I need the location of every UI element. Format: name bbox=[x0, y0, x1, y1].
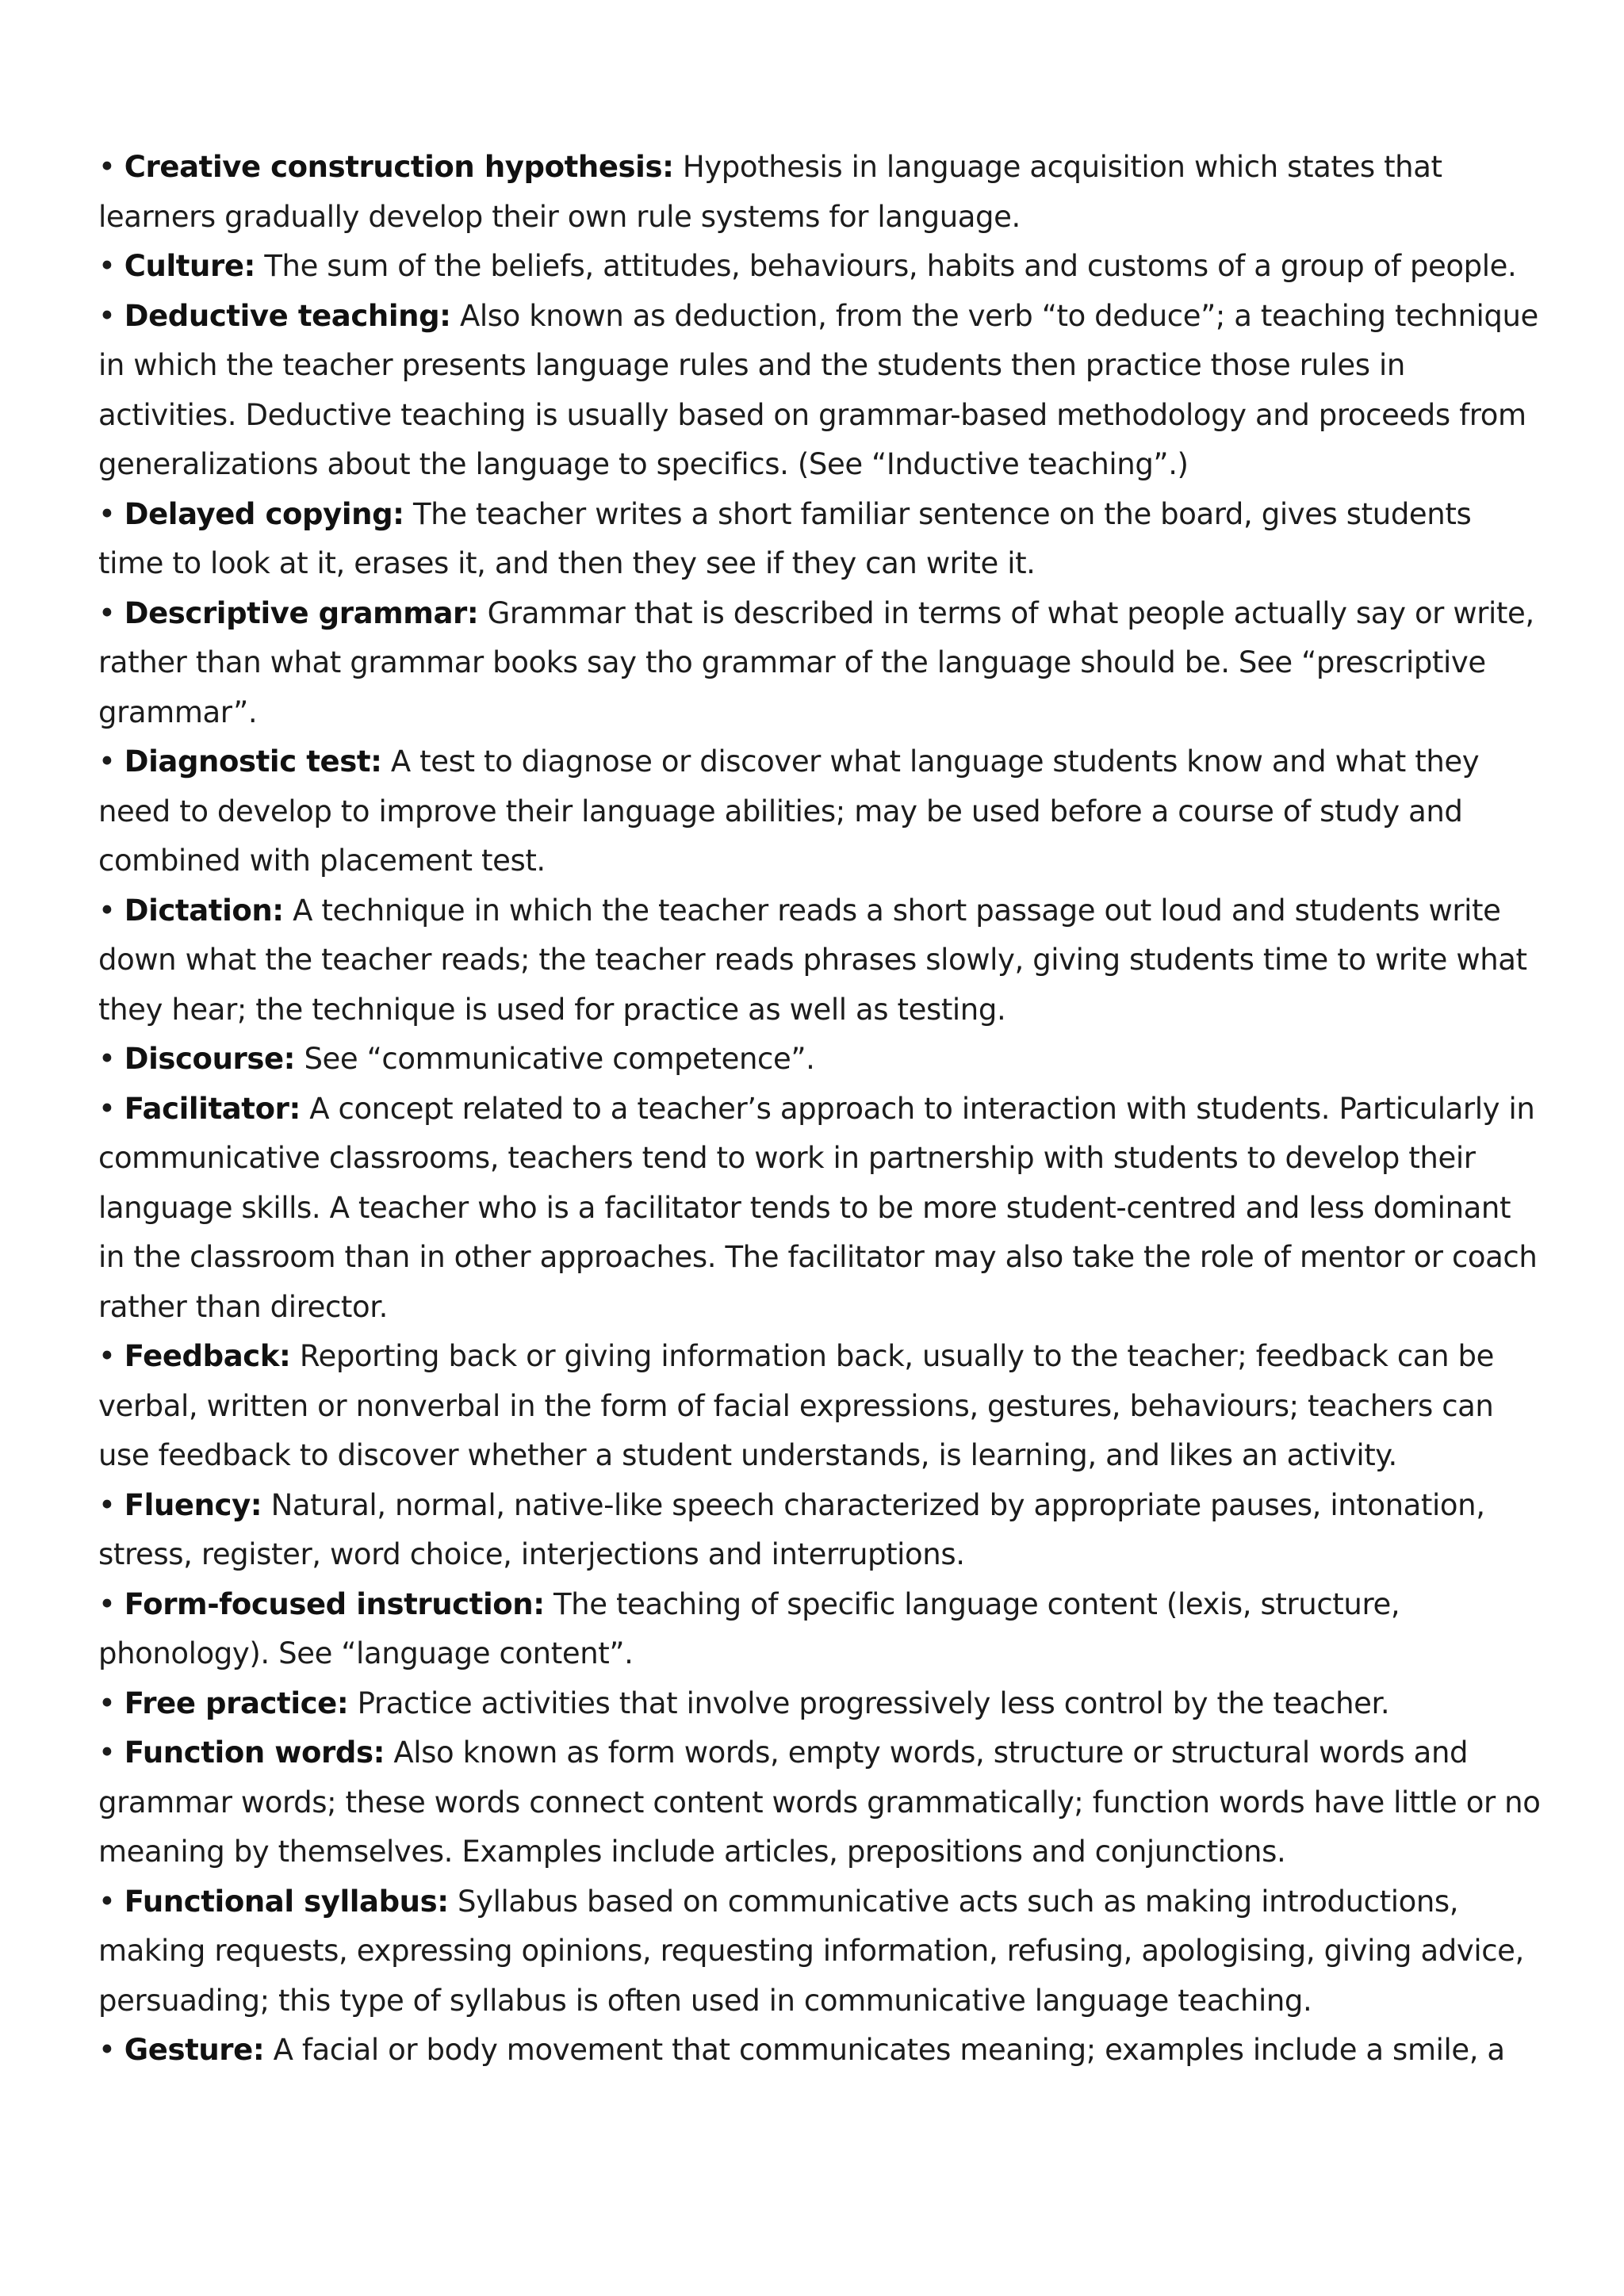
glossary-entry: • Creative construction hypothesis: Hypothesis in language acquisition which states that learners gradually develop their own rule systems for language. bbox=[98, 150, 1442, 234]
glossary-entry: • Facilitator: A concept related to a teacher’s approach to interaction with students. Particularly in communicative classrooms, teachers tend to work in partnership with students to develop their language skills. A teacher who is a facilitator tends to be more student-centred and less dominant in the classroom than in other approaches. The facilitator may also take the role of mentor or coach rather than director. bbox=[98, 1091, 1538, 1324]
glossary-term: Deductive teaching: bbox=[124, 298, 451, 333]
glossary-term: Discourse: bbox=[124, 1042, 296, 1076]
glossary-entry: • Descriptive grammar: Grammar that is described in terms of what people actually say or write, rather than what grammar books say tho grammar of the language should be. See “prescriptive grammar”. bbox=[98, 595, 1534, 729]
glossary-term: Function words: bbox=[124, 1735, 385, 1770]
glossary-term: Gesture: bbox=[124, 2033, 265, 2067]
glossary-definition: The teaching of specific language content (lexis, structure, phonology). See “language content”. bbox=[98, 1586, 1400, 1670]
glossary-definition: A facial or body movement that communicates meaning; examples include a smile, a bbox=[273, 2033, 1505, 2067]
glossary-definition: A technique in which the teacher reads a short passage out loud and students write down what the teacher reads; the teacher reads phrases slowly, giving students time to write what they hear; the technique is used for practice as well as testing. bbox=[98, 893, 1527, 1027]
glossary-definition: Also known as deduction, from the verb “to deduce”; a teaching technique in which the teacher presents language rules and the students then practice those rules in activities. Deductive teaching is usually based on grammar-based methodology and proceeds from generalizations about the language to specifics. (See “Inductive teaching”.) bbox=[98, 298, 1538, 481]
glossary-definition: Reporting back or giving information back, usually to the teacher; feedback can be verbal, written or nonverbal in the form of facial expressions, gestures, behaviours; teachers can use feedback to discover whether a student understands, is learning, and likes an activity. bbox=[98, 1339, 1494, 1472]
glossary-entry: • Deductive teaching: Also known as deduction, from the verb “to deduce”; a teaching technique in which the teacher presents language rules and the students then practice those rules in activities. Deductive teaching is usually based on grammar-based methodology and proceeds from generalizations about the language to specifics. (See “Inductive teaching”.) bbox=[98, 298, 1538, 481]
glossary-term: Culture: bbox=[124, 249, 255, 283]
glossary-definition: Also known as form words, empty words, structure or structural words and grammar words; these words connect content words grammatically; function words have little or no meaning by themselves. Examples include articles, prepositions and conjunctions. bbox=[98, 1735, 1541, 1869]
glossary-entry: • Function words: Also known as form words, empty words, structure or structural words and grammar words; these words connect content words grammatically; function words have little or no meaning by themselves. Examples include articles, prepositions and conjunctions. bbox=[98, 1735, 1541, 1869]
glossary-term: Diagnostic test: bbox=[124, 744, 382, 779]
glossary-entry: • Form-focused instruction: The teaching of specific language content (lexis, structure, phonology). See “language content”. bbox=[98, 1586, 1400, 1670]
glossary-term: Feedback: bbox=[124, 1339, 291, 1373]
glossary-term: Fluency: bbox=[124, 1487, 262, 1522]
glossary-entry: • Discourse: See “communicative competence”. bbox=[98, 1042, 815, 1076]
glossary-definition: Practice activities that involve progressively less control by the teacher. bbox=[357, 1686, 1390, 1720]
glossary-definition: Hypothesis in language acquisition which states that learners gradually develop their own rule systems for language. bbox=[98, 150, 1442, 234]
glossary-entry: • Feedback: Reporting back or giving information back, usually to the teacher; feedback can be verbal, written or nonverbal in the form of facial expressions, gestures, behaviours; teachers can use feedback to discover whether a student understands, is learning, and likes an activity. bbox=[98, 1339, 1494, 1472]
glossary-definition: Syllabus based on communicative acts such as making introductions, making requests, expressing opinions, requesting information, refusing, apologising, giving advice, persuading; this type of syllabus is often used in communicative language teaching. bbox=[98, 1884, 1524, 2018]
glossary-entry: • Dictation: A technique in which the teacher reads a short passage out loud and students write down what the teacher reads; the teacher reads phrases slowly, giving students time to write what they hear; the technique is used for practice as well as testing. bbox=[98, 893, 1527, 1027]
glossary-definition: Grammar that is described in terms of what people actually say or write, rather than what grammar books say tho grammar of the language should be. See “prescriptive grammar”. bbox=[98, 595, 1534, 729]
glossary-entry: • Culture: The sum of the beliefs, attitudes, behaviours, habits and customs of a group of people. bbox=[98, 249, 1517, 283]
glossary-term: Form-focused instruction: bbox=[124, 1586, 545, 1621]
glossary-term: Creative construction hypothesis: bbox=[124, 150, 674, 184]
glossary-entry: • Fluency: Natural, normal, native-like speech characterized by appropriate pauses, intonation, stress, register, word choice, interjections and interruptions. bbox=[98, 1487, 1485, 1571]
glossary-definition: A concept related to a teacher’s approach to interaction with students. Particularly in communicative classrooms, teachers tend to work in partnership with students to develop their language skills. A teacher who is a facilitator tends to be more student-centred and less dominant in the classroom than in other approaches. The facilitator may also take the role of mentor or coach rather than director. bbox=[98, 1091, 1538, 1324]
glossary-definition: Natural, normal, native-like speech characterized by appropriate pauses, intonation, stress, register, word choice, interjections and interruptions. bbox=[98, 1487, 1485, 1571]
glossary-term: Delayed copying: bbox=[124, 496, 404, 531]
glossary-entry: • Gesture: A facial or body movement that communicates meaning; examples include a smile, a bbox=[98, 2033, 1505, 2067]
glossary-entry: • Delayed copying: The teacher writes a short familiar sentence on the board, gives students time to look at it, erases it, and then they see if they can write it. bbox=[98, 496, 1472, 580]
glossary-definition: The sum of the beliefs, attitudes, behaviours, habits and customs of a group of people. bbox=[264, 249, 1517, 283]
glossary-entry: • Free practice: Practice activities that involve progressively less control by the teacher. bbox=[98, 1686, 1390, 1720]
glossary-term: Descriptive grammar: bbox=[124, 595, 479, 630]
glossary-term: Free practice: bbox=[124, 1686, 349, 1720]
glossary-definition: The teacher writes a short familiar sentence on the board, gives students time to look at it, erases it, and then they see if they can write it. bbox=[98, 496, 1472, 580]
glossary-term: Facilitator: bbox=[124, 1091, 301, 1126]
glossary-entry: • Functional syllabus: Syllabus based on communicative acts such as making introductions, making requests, expressing opinions, requesting information, refusing, apologising, giving advice, persuading; this type of syllabus is often used in communicative language teaching. bbox=[98, 1884, 1524, 2018]
glossary-term: Dictation: bbox=[124, 893, 284, 928]
glossary-entry: • Diagnostic test: A test to diagnose or discover what language students know and what they need to develop to improve their language abilities; may be used before a course of study and combined with placement test. bbox=[98, 744, 1480, 878]
glossary-term: Functional syllabus: bbox=[124, 1884, 449, 1919]
glossary-page bbox=[98, 143, 1542, 2076]
glossary-definition: A test to diagnose or discover what language students know and what they need to develop to improve their language abilities; may be used before a course of study and combined with placement test. bbox=[98, 744, 1480, 878]
glossary-definition: See “communicative competence”. bbox=[304, 1042, 815, 1076]
